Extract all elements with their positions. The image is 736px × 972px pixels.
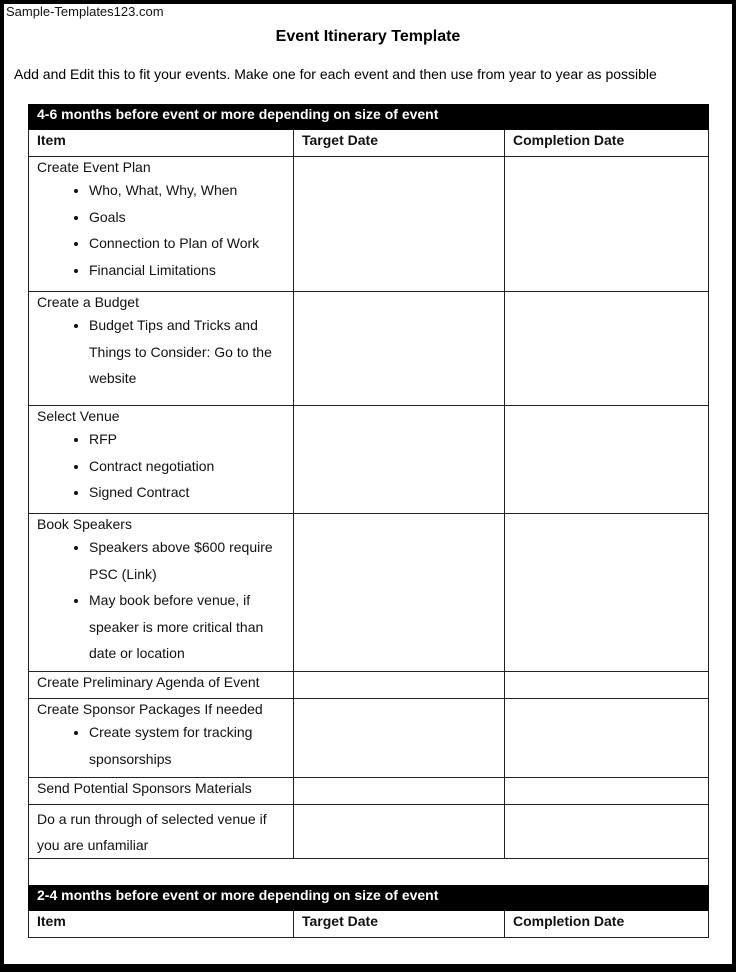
- column-header-target-date: Target Date: [294, 130, 505, 157]
- target-date-cell[interactable]: [294, 514, 505, 672]
- item-cell[interactable]: [29, 699, 294, 778]
- bullet-item: • Speakers above $600 require PSC (Link): [89, 534, 293, 587]
- completion-date-cell[interactable]: [505, 805, 709, 859]
- item-title: Do a run through of selected venue if you are unfamiliar: [37, 811, 267, 853]
- table-row: [29, 778, 709, 805]
- bullet-list: [37, 177, 293, 283]
- item-title: Create Event Plan: [37, 159, 151, 175]
- blank-row: [29, 859, 709, 886]
- bullet-item: • Connection to Plan of Work: [89, 230, 293, 257]
- completion-date-cell[interactable]: [505, 699, 709, 778]
- item-title: Create Preliminary Agenda of Event: [37, 674, 260, 690]
- item-title: Select Venue: [37, 408, 120, 424]
- item-cell[interactable]: [29, 514, 294, 672]
- bullet-item: • Contract negotiation: [89, 453, 293, 480]
- bullet-item: • Financial Limitations: [89, 257, 293, 284]
- table-row: [29, 292, 709, 406]
- target-date-cell[interactable]: [294, 292, 505, 406]
- column-header-target-date: Target Date: [294, 911, 505, 938]
- table-row: [29, 514, 709, 672]
- page-subtitle: Add and Edit this to fit your events. Make one for each event and then use from year to year as possible: [14, 66, 657, 82]
- column-header-completion-date: Completion Date: [505, 130, 709, 157]
- completion-date-cell[interactable]: [505, 514, 709, 672]
- bullet-list: [37, 719, 293, 772]
- item-title: Book Speakers: [37, 516, 132, 532]
- item-cell[interactable]: [29, 292, 294, 406]
- table-row: [29, 672, 709, 699]
- bullet-item: • Budget Tips and Tricks and Things to Consider: Go to the website: [89, 312, 293, 392]
- table-row: [29, 805, 709, 859]
- bullet-item: • Who, What, Why, When: [89, 177, 293, 204]
- bullet-item: • RFP: [89, 426, 293, 453]
- page-title: Event Itinerary Template: [275, 28, 461, 45]
- target-date-cell[interactable]: [294, 672, 505, 699]
- completion-date-cell[interactable]: [505, 778, 709, 805]
- item-title: Create a Budget: [37, 294, 139, 310]
- document-page: [4, 4, 732, 964]
- watermark: Sample-Templates123.com: [6, 4, 164, 19]
- bullet-list: [37, 312, 293, 392]
- completion-date-cell[interactable]: [505, 157, 709, 292]
- completion-date-cell[interactable]: [505, 292, 709, 406]
- bullet-list: [37, 426, 293, 506]
- target-date-cell[interactable]: [294, 157, 505, 292]
- target-date-cell[interactable]: [294, 778, 505, 805]
- table-row: [29, 699, 709, 778]
- item-title: Create Sponsor Packages If needed: [37, 701, 263, 717]
- target-date-cell[interactable]: [294, 805, 505, 859]
- bullet-list: [37, 534, 293, 667]
- completion-date-cell[interactable]: [505, 406, 709, 514]
- item-cell[interactable]: [29, 672, 294, 699]
- section-header: 4-6 months before event or more depending on size of event: [29, 105, 709, 130]
- section-header: 2-4 months before event or more depending on size of event: [29, 886, 709, 911]
- item-title: Send Potential Sponsors Materials: [37, 780, 252, 796]
- target-date-cell[interactable]: [294, 406, 505, 514]
- column-header-item: Item: [29, 911, 294, 938]
- item-cell[interactable]: [29, 406, 294, 514]
- completion-date-cell[interactable]: [505, 672, 709, 699]
- column-header-completion-date: Completion Date: [505, 911, 709, 938]
- bullet-item: • Signed Contract: [89, 479, 293, 506]
- item-cell[interactable]: [29, 157, 294, 292]
- item-cell[interactable]: [29, 778, 294, 805]
- itinerary-table-2-4-months: [28, 858, 709, 938]
- bullet-item: • May book before venue, if speaker is more critical than date or location: [89, 587, 293, 667]
- item-cell[interactable]: [29, 805, 294, 859]
- table-row: [29, 157, 709, 292]
- table-row: [29, 406, 709, 514]
- itinerary-table-4-6-months: [28, 104, 709, 859]
- bullet-item: • Goals: [89, 204, 293, 231]
- bullet-item: • Create system for tracking sponsorships: [89, 719, 293, 772]
- target-date-cell[interactable]: [294, 699, 505, 778]
- column-header-item: Item: [29, 130, 294, 157]
